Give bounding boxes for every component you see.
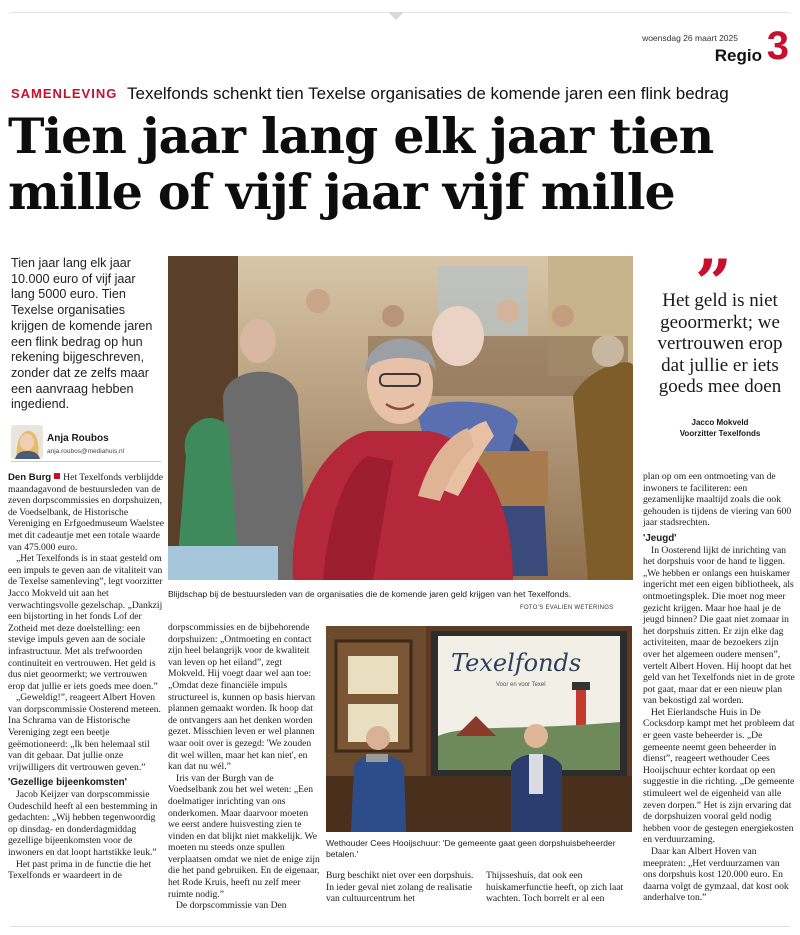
second-photo-caption: Wethouder Cees Hooijschuur: 'De gemeente gaat geen dorpshuisbeheerder betalen.' bbox=[326, 838, 616, 859]
quote-marks-icon: ” bbox=[695, 246, 726, 321]
pull-quote-name: Jacco Mokveld bbox=[691, 418, 749, 427]
paragraph: De dorpscommissie van Den bbox=[176, 900, 287, 912]
screen-title: Texelfonds bbox=[451, 649, 582, 677]
bottom-rule bbox=[10, 926, 790, 927]
dateline-marker bbox=[54, 473, 60, 479]
paragraph: Den Burg Het Texelfonds verblijdde maandagavond de bestuursleden van de zeven dorpscommissies en dorpshuizen, de Voedselbank, de Historische Vereniging en Erfgoedmuseum Waelstee met dit cadeautje met een totale waarde van 475.000 euro. bbox=[8, 472, 164, 553]
column-5 bbox=[643, 471, 795, 904]
screen-subtitle: Voor en voor Texel bbox=[496, 682, 546, 688]
main-photo-audience-applauding bbox=[168, 256, 633, 580]
paragraph: In Oosterend lijkt de inrichting van het dorpshuis voor de hand te liggen. „We hebben er onlangs een huiskamer ingericht met een eigen bibliotheek, als ontmoetingsplek. Die moet nog meer gezicht krijgen. Maar hoe haal je de jeugd binnen? Die gaat niet zomaar in het dorpshuis zitten. Er zijn elke dag activiteiten, maar de bezoekers zijn over het algemeen oudere mensen”, vertelt Albert Hoven. Hij hoopt dat het geld van het Texelfonds niet in de grote pot gaat, maar dat er een nieuw plan van bekostigd zal worden. bbox=[643, 544, 795, 707]
column-3 bbox=[326, 870, 478, 905]
column-4 bbox=[486, 870, 634, 905]
dateline: Den Burg bbox=[8, 472, 52, 483]
paragraph: Jacob Keijzer van dorpscommissie Oudeschild heeft al een bestemming in gedachten: „Wij hebben tegenwoordig op dinsdag- en donderdagmiddag gezellige bijeenkomsten voor de inwoners en dat loopt hartstikke leuk.” bbox=[8, 789, 158, 858]
intro: Tien jaar lang elk jaar 10.000 euro of vijf jaar lang 5000 euro. Tien Texelse organisaties krijgen de komende jaren een flink bedrag op hun rekening bijgeschreven, zonder dat ze zelfs maar een aanvraag hebben ingediend. bbox=[11, 256, 153, 412]
pull-quote-role: Voorzitter Texelfonds bbox=[679, 429, 761, 438]
paragraph: dorpscommissies en de bijbehorende dorpshuizen: „Ontmoeting en contact zijn heel belangrijk voor de kwaliteit van leven op het eiland”, zegt Mokveld. Hij voegt daar wel aan toe: „Omdat deze financiële impuls structureel is, kunnen op basis hiervan plannen gemaakt worden. Ik hoop dat de ontvangers aan het denken worden gezet. Misschien leven er wel plannen waar ooit over is gezegd: 'We zouden dit wel willen, maar het kan niet', en kan dat nu wél.” bbox=[168, 622, 316, 773]
section-label: Regio bbox=[714, 46, 762, 65]
intertitle: 'Jeugd' bbox=[643, 532, 677, 544]
paragraph: Iris van der Burgh van de Voedselbank zou het wel weten: „Een doelmatiger inrichting van ons onderkomen. Maar daarvoor moeten we eerst andere huisvesting zien te vinden en dat blijkt niet makkelijk. We moeten nu steeds onze spullen verplaatsen omdat we niet de enige zijn die het pand gebruiken. En de eigenaar, het Rode Kruis, heeft nu zelf meer ruimte nodig.” bbox=[168, 772, 320, 900]
headline-line-1: Tien jaar lang elk jaar tien bbox=[8, 107, 714, 165]
column-2 bbox=[168, 622, 320, 912]
edition-date: woensdag 26 maart 2025 bbox=[642, 33, 738, 43]
top-notch bbox=[388, 12, 404, 20]
second-photo-presentation bbox=[326, 626, 632, 832]
author-divider bbox=[11, 461, 161, 462]
paragraph: Het past prima in de functie die het Texelfonds er waardeert in de bbox=[8, 858, 152, 882]
kicker: SAMENLEVING bbox=[11, 86, 118, 101]
paragraph: „Het Texelfonds is in staat gesteld om een impuls te geven aan de vitaliteit van de Texelse samenleving”, legt voorzitter Jacco Mokveld uit aan het verwachtingsvolle gezelschap. „Dankzij een bijstorting in het fonds Lof der Zotheid met deze doelstelling: een stevige impuls geven aan de sociale infrastructuur. Met als trefwoorden continuïteit en vertrouwen. Het geld is dus niet geoormerkt; we vertrouwen erop dat jullie er iets goeds mee doen.” bbox=[8, 553, 163, 692]
author-name: Anja Roubos bbox=[47, 433, 109, 444]
pull-quote-attribution bbox=[645, 417, 795, 439]
headline-line-2: mille of vijf jaar vijf mille bbox=[8, 163, 675, 221]
pull-quote: Het geld is niet geoormerkt; we vertrouwen erop dat jullie er iets goeds mee doen bbox=[657, 290, 783, 397]
paragraph: Het Eierlandsche Huis in De Cocksdorp kampt met het probleem dat er geen vaste beheerder is. „De gemeente neemt geen beheerder in dienst”, reageert wethouder Cees Hooijschuur echter kordaat op een suggestie in die richting. „De gemeente stimuleert wel de eigenheid van alle zeven dorpen.” Het is zijn ervaring dat de dorpshuizen vooral geld nodig hebben voor de gestegen energiekosten en verduurzaming. bbox=[643, 706, 795, 846]
paragraph: Thijsseshuis, dat ook een huiskamerfunctie heeft, op zich laat wachten. Toch borrelt er al een bbox=[486, 870, 624, 905]
subheadline: Texelfonds schenkt tien Texelse organisaties de komende jaren een flink bedrag bbox=[127, 84, 729, 103]
headline bbox=[8, 108, 798, 220]
main-photo-caption: Blijdschap bij de bestuursleden van de organisaties die de komende jaren geld krijgen van het Texelfonds. bbox=[168, 589, 572, 599]
paragraph: Burg beschikt niet over een dorpshuis. In ieder geval niet zolang de realisatie van cultuurcentrum het bbox=[326, 870, 474, 905]
paragraph: Daar kan Albert Hoven van meepraten: „Het verduurzamen van ons dorpshuis kost 120.000 euro. En daarna volgt de gymzaal, dat kost ook anderhalve ton.” bbox=[643, 846, 789, 904]
author-avatar bbox=[11, 425, 43, 459]
intertitle: 'Gezellige bijeenkomsten' bbox=[8, 777, 127, 789]
paragraph: plan op om een ontmoeting van de inwoners te faciliteren: een gezamenlijke maaltijd zoals die ook gehouden is tijdens de viering van 600 jaar stadsrechten. bbox=[643, 471, 792, 529]
author-email[interactable]: anja.roubos@mediahuis.nl bbox=[47, 448, 125, 455]
column-1 bbox=[8, 472, 164, 882]
paragraph: „Geweldig!”, reageert Albert Hoven van dorpscommissie Oosterend meteen. Ina Schrama van de Historische Vereniging zegt een beetje geëmotioneerd: „Ik ben helemaal stil van dit gebaar. Dat jullie onze vrijwilligers dit vertrouwen geven.” bbox=[8, 692, 161, 773]
photo-credit: FOTO'S EVALIEN WETERINGS bbox=[520, 605, 614, 611]
page-number: 3 bbox=[766, 24, 789, 68]
